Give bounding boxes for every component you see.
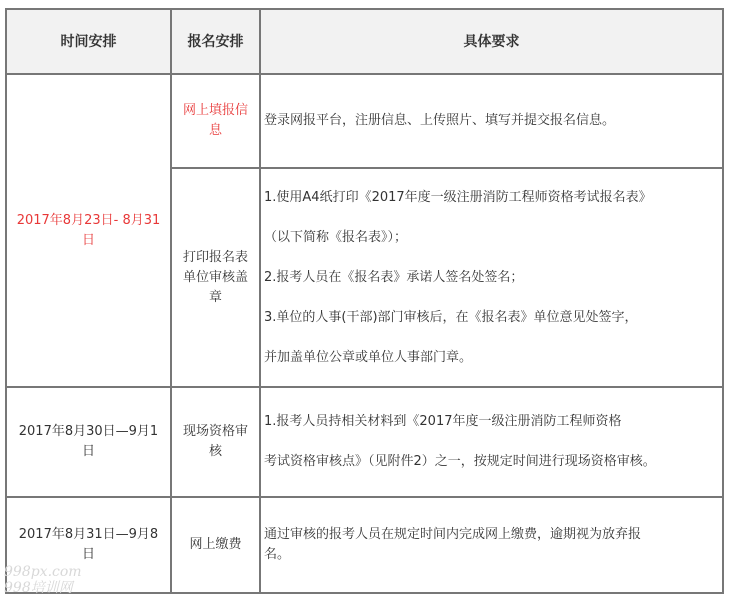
header-registration: 报名安排 <box>171 9 260 74</box>
watermark-site-name: 998培训网 <box>4 580 73 596</box>
requirement-line: 通过审核的报考人员在规定时间内完成网上缴费，逾期视为放弃报 <box>264 527 642 542</box>
header-requirements: 具体要求 <box>260 9 723 74</box>
header-row <box>6 9 723 74</box>
stage1-requirement-online: 登录网报平台，注册信息、上传照片、填写并提交报名信息。 <box>260 74 723 168</box>
requirement-line: 考试资格审核点》（见附件2）之一，按规定时间进行现场资格审核。 <box>264 454 656 469</box>
table-row <box>6 497 723 593</box>
requirement-line: 3.单位的人事(干部)部门审核后，在《报名表》单位意见处签字， <box>264 309 638 325</box>
stage1-registration-online: 网上填报信息 <box>171 74 260 168</box>
table-row <box>6 387 723 497</box>
stage2-time: 2017年8月30日—9月1日 <box>6 387 171 497</box>
stage1-time: 2017年8月23日- 8月31日 <box>6 74 171 387</box>
stage2-requirement <box>260 387 723 497</box>
requirement-line: 1.使用A4纸打印《2017年度一级注册消防工程师资格考试报名表》 <box>264 189 652 205</box>
registration-schedule-table <box>5 8 724 594</box>
header-time: 时间安排 <box>6 9 171 74</box>
requirement-line: （以下简称《报名表》）； <box>264 229 408 245</box>
stage1-requirement-print <box>260 168 723 387</box>
stage3-registration: 网上缴费 <box>171 497 260 593</box>
watermark-domain: 998px.com <box>4 564 82 580</box>
watermark <box>4 564 82 596</box>
requirement-line: 1.报考人员持相关材料到《2017年度一级注册消防工程师资格 <box>264 414 622 429</box>
requirement-line: 2.报考人员在《报名表》承诺人签名处签名； <box>264 269 524 285</box>
stage2-registration: 现场资格审核 <box>171 387 260 497</box>
requirement-line: 并加盖单位公章或单位人事部门章。 <box>264 349 473 365</box>
stage3-requirement <box>260 497 723 593</box>
stage1-registration-print: 打印报名表单位审核盖章 <box>171 168 260 387</box>
stage3-time: 2017年8月31日—9月8日 <box>6 497 171 593</box>
table-row <box>6 74 723 168</box>
requirement-line: 名。 <box>264 547 291 562</box>
